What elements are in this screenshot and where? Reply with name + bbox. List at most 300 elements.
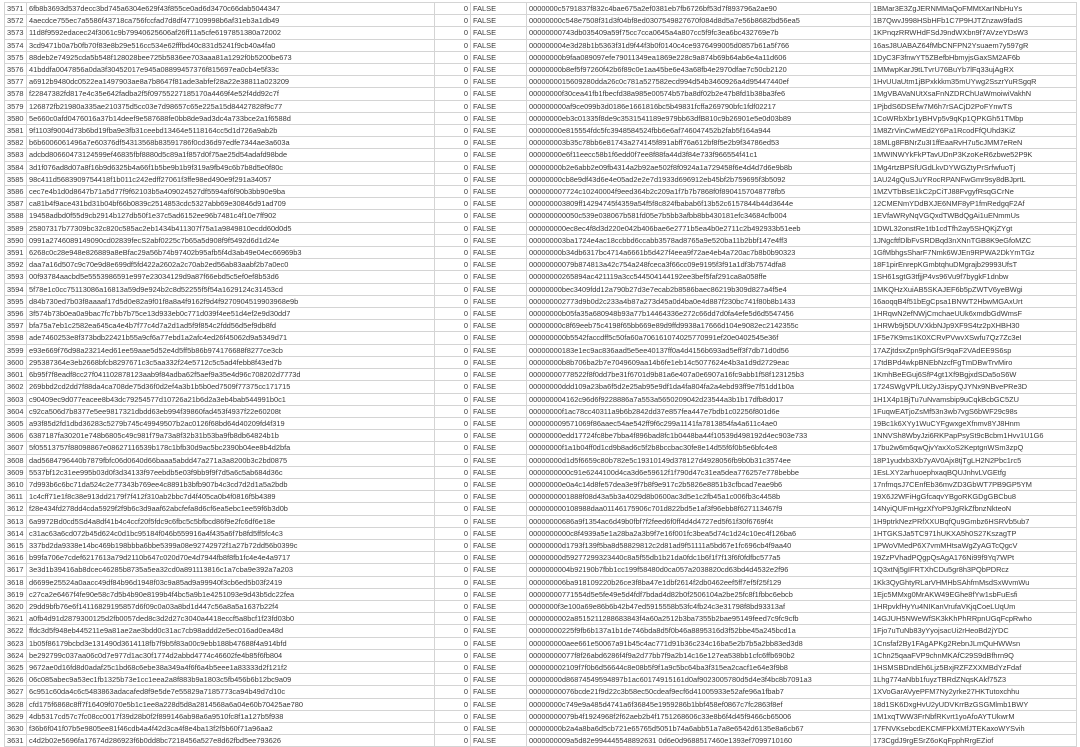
address-cell[interactable]: 1DyC3F3fnwYT5ZBefbHbmyjsGaxSM2AF6b: [871, 51, 1077, 63]
address-cell[interactable]: 18d1SK6DxgHvU2yUDVKrrBzGSGMlmb1BWY: [871, 698, 1077, 710]
value-cell[interactable]: 0: [435, 698, 471, 710]
block-hash-cell[interactable]: 00000000f1ac78cc40311a9b6b2842dd37e857fea447e7bdb1c02256f801d6e: [527, 405, 871, 417]
tx-hash-cell[interactable]: cec7e4b1d0d8647b71a5d77f9f62103b5a409024527df5594af6f90b3bb90e9ba: [27, 186, 435, 198]
table-row[interactable]: [5, 271, 1077, 283]
address-cell[interactable]: 1Chn25qaaFVP9chnMKAfC29S9dBfhrn9Q: [871, 649, 1077, 661]
row-id-cell[interactable]: 3618: [5, 576, 27, 588]
tx-hash-cell[interactable]: cfd175f6868c8ff7f16409f070e5b1c1ee8a228d5d8a2814568a6a04e60b70425ae780: [27, 698, 435, 710]
value-cell[interactable]: 0: [435, 735, 471, 747]
row-id-cell[interactable]: 3624: [5, 649, 27, 661]
flag-cell[interactable]: FALSE: [471, 503, 527, 515]
value-cell[interactable]: 0: [435, 88, 471, 100]
address-cell[interactable]: 17FNVKsebcdEKCMFPkXMfJTEKaxoWYSvih: [871, 722, 1077, 734]
flag-cell[interactable]: FALSE: [471, 259, 527, 271]
row-id-cell[interactable]: 3586: [5, 186, 27, 198]
flag-cell[interactable]: FALSE: [471, 186, 527, 198]
address-cell[interactable]: 1EsLXY2arhuoephxaqBQUJnhvLVGEtfg: [871, 466, 1077, 478]
row-id-cell[interactable]: 3612: [5, 503, 27, 515]
flag-cell[interactable]: FALSE: [471, 149, 527, 161]
address-cell[interactable]: 1XVoGarAVyePFM7Ny2yrke27HKTutoxchhu: [871, 686, 1077, 698]
block-hash-cell[interactable]: 00000000b9faa089097efe79011349ea1869e228c9a874b69b64ab6e4a11d606: [527, 51, 871, 63]
value-cell[interactable]: 0: [435, 27, 471, 39]
value-cell[interactable]: 0: [435, 137, 471, 149]
block-hash-cell[interactable]: 000000003ba1724e4ac18ccbbd6ccabb3578ad8765a9e520ba11b2bbf147e4ff3: [527, 234, 871, 246]
value-cell[interactable]: 0: [435, 491, 471, 503]
table-row[interactable]: [5, 600, 1077, 612]
row-id-cell[interactable]: 3615: [5, 539, 27, 551]
value-cell[interactable]: 0: [435, 222, 471, 234]
block-hash-cell[interactable]: 00000000d59277299323440c8a5f55db1b21da0fdc1b6f1f7f13f6f0fdfbc577a5: [527, 552, 871, 564]
block-hash-cell[interactable]: 00000000e815554fdc5fc3948584524fbb6e6af746047452b2fab5f164a944: [527, 125, 871, 137]
flag-cell[interactable]: FALSE: [471, 674, 527, 686]
value-cell[interactable]: 0: [435, 503, 471, 515]
tx-hash-cell[interactable]: 3d1f076ad8d07a8f16b9d6325b4a66f1b5be9b1b9f319a9fb49c6b7b8d5e0f80c: [27, 161, 435, 173]
address-cell[interactable]: 1MZVTbBsE1kC2pCiTJ88FvgyfRsqGCrNe: [871, 186, 1077, 198]
flag-cell[interactable]: FALSE: [471, 417, 527, 429]
table-row[interactable]: [5, 393, 1077, 405]
row-id-cell[interactable]: 3617: [5, 564, 27, 576]
tx-hash-cell[interactable]: 11d8f9592edacec24f3061c9b79940625606af26ff11a5cfe6197851380a72002: [27, 27, 435, 39]
table-row[interactable]: [5, 112, 1077, 124]
tx-hash-cell[interactable]: 3e3d1b39416ab8dcec46285b8735a5ea32cd0a891113816c1a7cba9e392a7a203: [27, 564, 435, 576]
value-cell[interactable]: 0: [435, 161, 471, 173]
row-id-cell[interactable]: 3611: [5, 491, 27, 503]
value-cell[interactable]: 0: [435, 39, 471, 51]
block-hash-cell[interactable]: 00000000079b4f1924968f2f62aeb2b4f1751268606c33e8b6f4d45f9466cb65006: [527, 710, 871, 722]
row-id-cell[interactable]: 3620: [5, 600, 27, 612]
table-row[interactable]: [5, 332, 1077, 344]
row-id-cell[interactable]: 3571: [5, 3, 27, 15]
table-row[interactable]: [5, 539, 1077, 551]
address-cell[interactable]: 19X6J2WFiHgGfcaqvYBgoRKGDgGBCbu8: [871, 491, 1077, 503]
flag-cell[interactable]: FALSE: [471, 613, 527, 625]
row-id-cell[interactable]: 3582: [5, 137, 27, 149]
value-cell[interactable]: 0: [435, 3, 471, 15]
value-cell[interactable]: 0: [435, 51, 471, 63]
row-id-cell[interactable]: 3616: [5, 552, 27, 564]
block-hash-cell[interactable]: 00000000e6f11eecc58b1f6edd0f7ee8f88fa44d3f84e733f966554f41c1: [527, 149, 871, 161]
block-hash-cell[interactable]: 000000003809ff14294745f4359a54f5f8c824fbabab6f13b52c6157844b44d3644e: [527, 198, 871, 210]
flag-cell[interactable]: FALSE: [471, 405, 527, 417]
table-row[interactable]: [5, 466, 1077, 478]
tx-hash-cell[interactable]: 269bbd2cd2dd7f88da4ca708de75d36f0d2ef4a3b1b5b0ed7509f77375cc171715: [27, 381, 435, 393]
value-cell[interactable]: 0: [435, 369, 471, 381]
flag-cell[interactable]: FALSE: [471, 15, 527, 27]
flag-cell[interactable]: FALSE: [471, 527, 527, 539]
tx-hash-cell[interactable]: b6b6006061496a7e60376df54313568b83591786f0cd36d97edfe7344ae3a603a: [27, 137, 435, 149]
address-cell[interactable]: 18P1yudxb3Xb7yAV0Ajx8tjTgLH2N2Pbc1rc5: [871, 454, 1077, 466]
table-row[interactable]: [5, 149, 1077, 161]
row-id-cell[interactable]: 3631: [5, 735, 27, 747]
tx-hash-cell[interactable]: 295387364e3eb2668bfcb8297671c3c5aa332f24e5712c5c5ad4febb8f43ed7b: [27, 356, 435, 368]
row-id-cell[interactable]: 3581: [5, 125, 27, 137]
tx-hash-cell[interactable]: d84b730ed7b03f8aaaaf17d5d0e82a9f01f8a8a4f9162f9d4f9270904519903968e9b: [27, 295, 435, 307]
address-cell[interactable]: 1B7QwvJ998HSbHFb1C7P9HJTZnzaw9fadS: [871, 15, 1077, 27]
row-id-cell[interactable]: 3622: [5, 625, 27, 637]
table-row[interactable]: [5, 686, 1077, 698]
flag-cell[interactable]: FALSE: [471, 649, 527, 661]
address-cell[interactable]: 1PWoVMedP6X7vmMHtsaWgZyAGTcQgcV: [871, 539, 1077, 551]
block-hash-cell[interactable]: 00000000778522f8f0dd7be31f6701d9b81a6e407a0e6907a16fc9abb1f58f123125b3: [527, 369, 871, 381]
value-cell[interactable]: 0: [435, 356, 471, 368]
block-hash-cell[interactable]: 0000000004b92190b7fbb1cc199f58480d0ca057a2038820cd63bd4d4532e2f96: [527, 564, 871, 576]
flag-cell[interactable]: FALSE: [471, 3, 527, 15]
tx-hash-cell[interactable]: 5f05513757f88098867e08627116539b178c1bfb30d9ac5bc2390b04ee8b4d2bfa: [27, 442, 435, 454]
flag-cell[interactable]: FALSE: [471, 442, 527, 454]
row-id-cell[interactable]: 3580: [5, 112, 27, 124]
address-cell[interactable]: 14NyiQUFmHgzXfYoP9JgRkZfbnzNkteoN: [871, 503, 1077, 515]
block-hash-cell[interactable]: 0000000000c91e6244100d4ca3d6e59612f1f790d47c31ea5dea776257e778bebbe: [527, 466, 871, 478]
address-cell[interactable]: 1AU24gQuSJuYRocRPANFwGmr9sy8dBJprtL: [871, 173, 1077, 185]
address-cell[interactable]: 1MMwpKarJ9tLTvrU76BuYb7lFq33ujAgRX: [871, 64, 1077, 76]
flag-cell[interactable]: FALSE: [471, 125, 527, 137]
table-row[interactable]: [5, 588, 1077, 600]
flag-cell[interactable]: FALSE: [471, 247, 527, 259]
value-cell[interactable]: 0: [435, 173, 471, 185]
value-cell[interactable]: 0: [435, 515, 471, 527]
table-row[interactable]: [5, 88, 1077, 100]
block-hash-cell[interactable]: 000000000050c539e038067b581fd05e7b5bb3afbb8bb430181efc34684cfb004: [527, 210, 871, 222]
address-cell[interactable]: 1Mg4rtzBPSfUGdLkvDYWGZtyPrSrfwfuoTj: [871, 161, 1077, 173]
value-cell[interactable]: 0: [435, 552, 471, 564]
address-cell[interactable]: 1HTGKSJa5TC971hUKXA5h0S27KszagTP: [871, 527, 1077, 539]
value-cell[interactable]: 0: [435, 686, 471, 698]
value-cell[interactable]: 0: [435, 112, 471, 124]
table-row[interactable]: [5, 51, 1077, 63]
block-hash-cell[interactable]: 00000000743db035409a59f75cc7cca0645a4a807cc5f9fc3ea6bc432769e7b: [527, 27, 871, 39]
tx-hash-cell[interactable]: 6a9972Bd0cd5Sd4a8df41b4c4ccf20f5fdc9c6fbc5c5bfbcd86f9e2fc6df6e18e: [27, 515, 435, 527]
tx-hash-cell[interactable]: 6268c0c28e948e826889a8eBfac29a56b74b97402b95afb5f4d3ab49e04ec66969b3: [27, 247, 435, 259]
table-row[interactable]: [5, 613, 1077, 625]
tx-hash-cell[interactable]: f28e434fd278dd4cda5929f2f9b6c3d9aaf62abcfefa8d6cf6ea5ebc1ee59f6b3d0b: [27, 503, 435, 515]
value-cell[interactable]: 0: [435, 198, 471, 210]
address-cell[interactable]: 1724SWgVPfLUt2yJ3ispyQJYNx9NBvePRe3D: [871, 381, 1077, 393]
row-id-cell[interactable]: 3576: [5, 64, 27, 76]
flag-cell[interactable]: FALSE: [471, 234, 527, 246]
row-id-cell[interactable]: 3587: [5, 198, 27, 210]
tx-hash-cell[interactable]: 337bd2da9338e14bc469b198bbba6bbe5399a08e92742972f1a27b72dd56b0399c: [27, 539, 435, 551]
table-row[interactable]: [5, 369, 1077, 381]
row-id-cell[interactable]: 3623: [5, 637, 27, 649]
table-row[interactable]: [5, 3, 1077, 15]
row-id-cell[interactable]: 3609: [5, 466, 27, 478]
flag-cell[interactable]: FALSE: [471, 161, 527, 173]
row-id-cell[interactable]: 3593: [5, 271, 27, 283]
value-cell[interactable]: 0: [435, 381, 471, 393]
address-cell[interactable]: 17nfmqsJ7CEnfEb36mvZD3GbWT7PB9GP5YM: [871, 478, 1077, 490]
flag-cell[interactable]: FALSE: [471, 76, 527, 88]
value-cell[interactable]: 0: [435, 600, 471, 612]
value-cell[interactable]: 0: [435, 722, 471, 734]
tx-hash-cell[interactable]: ca81b4f9ace431bd31b04bf66b0839c2514853cdc5327abb69e30846d91ad709: [27, 198, 435, 210]
row-id-cell[interactable]: 3600: [5, 356, 27, 368]
address-cell[interactable]: 1Q3xtNj5gIFRTXhCDu5gr8h3PQbPDRcz: [871, 564, 1077, 576]
block-hash-cell[interactable]: 00000000b34db6317bc4714a6661b5d427f4eea9f72ae4eb4a720ac7b8b0b90323: [527, 247, 871, 259]
row-id-cell[interactable]: 3575: [5, 51, 27, 63]
tx-hash-cell[interactable]: 00f93784aacbd5e5553986591e997e23034129d9a87f66ebd5c5ef0ef8b53d6: [27, 271, 435, 283]
table-row[interactable]: [5, 308, 1077, 320]
value-cell[interactable]: 0: [435, 308, 471, 320]
address-cell[interactable]: 1HRpvkfHyYu4NIKanVrufaVKjqCoeLUqUm: [871, 600, 1077, 612]
row-id-cell[interactable]: 3573: [5, 27, 27, 39]
flag-cell[interactable]: FALSE: [471, 552, 527, 564]
table-row[interactable]: [5, 64, 1077, 76]
value-cell[interactable]: 0: [435, 332, 471, 344]
row-id-cell[interactable]: 3595: [5, 295, 27, 307]
table-row[interactable]: [5, 625, 1077, 637]
address-cell[interactable]: 1CoWRbXbr1yBHVp5v9qKp1QPKGh51TMbp: [871, 112, 1077, 124]
tx-hash-cell[interactable]: 0991a2746089149090cd02839fecS2abf0225c7b65a5d908f9f5492d6d1d24e: [27, 234, 435, 246]
value-cell[interactable]: 0: [435, 210, 471, 222]
flag-cell[interactable]: FALSE: [471, 393, 527, 405]
flag-cell[interactable]: FALSE: [471, 295, 527, 307]
address-cell[interactable]: 19Bc1k6XYy1WuCYFgwxgeXfnmv8YJ8Hnm: [871, 417, 1077, 429]
row-id-cell[interactable]: 3594: [5, 283, 27, 295]
block-hash-cell[interactable]: 00000000183e1ec9ac836aad5e5ee40137ff0a4d4156b693ad5eff3f7db71d0d56: [527, 344, 871, 356]
tx-hash-cell[interactable]: ade7460253e8f373bdb22421b55a9cf6a77ebd1a2afc4ed26f45062d9a5349d71: [27, 332, 435, 344]
table-row[interactable]: [5, 27, 1077, 39]
block-hash-cell[interactable]: 000000003b35c78bb6e81743a274145f891abff76a612bf8f5e2b9f34786ed53: [527, 137, 871, 149]
table-row[interactable]: [5, 661, 1077, 673]
block-hash-cell[interactable]: 0000000001888f08d43a5b3a4029d8b0600ac3d5e1c2fb45a1c006fb3c4458b: [527, 491, 871, 503]
value-cell[interactable]: 0: [435, 454, 471, 466]
tx-hash-cell[interactable]: ffdc3d5f948eb445211e9a81ae2ae3bdd0c31ac7cb98addd2e5ec016ad0ea48d: [27, 625, 435, 637]
flag-cell[interactable]: FALSE: [471, 491, 527, 503]
row-id-cell[interactable]: 3577: [5, 76, 27, 88]
address-cell[interactable]: 16aoqqB4f51bEgCpsa1BNWT2HbwMGAxUrt: [871, 295, 1077, 307]
tx-hash-cell[interactable]: dad5684796440b7879fbfc06d0640d66baaa5abdd47a271a3a8200b3c2bd0875: [27, 454, 435, 466]
address-cell[interactable]: 1HRWb9j5DUVXkbNJp9XF9S4tz2pXHBH30: [871, 320, 1077, 332]
address-cell[interactable]: 18F1pirEnrepKGmbtqhuDMgrajb29993UfsT: [871, 259, 1077, 271]
address-cell[interactable]: 1Fjo7uTuNb83yYyojsacUi2rHeoBd2jYDC: [871, 625, 1077, 637]
address-cell[interactable]: 173CgdJ9rgESrZ6oKqFpphRrgEZiof: [871, 735, 1077, 747]
value-cell[interactable]: 0: [435, 661, 471, 673]
table-row[interactable]: [5, 125, 1077, 137]
tx-hash-cell[interactable]: d6699e25524a0aacc49df84b96d1948f03c9a85ad9a99940f3cb6ed5b03f2419: [27, 576, 435, 588]
tx-hash-cell[interactable]: 9f1103f9004d73b6bd19fba9e3fb31ceebd13464e5118164cc5d1d726a9ab2b: [27, 125, 435, 137]
table-row[interactable]: [5, 222, 1077, 234]
row-id-cell[interactable]: 3589: [5, 222, 27, 234]
flag-cell[interactable]: FALSE: [471, 478, 527, 490]
block-hash-cell[interactable]: 00000000f1a1b04ff0d1cd9b8ad6c5f2b8bccbac30fe8e14d55f6f0b5e6bfc4e8: [527, 442, 871, 454]
value-cell[interactable]: 0: [435, 466, 471, 478]
block-hash-cell[interactable]: 000000002773d9b0d2c233a4b87a273d45a0d4ba0e4d887f230bc741f80b8b1433: [527, 295, 871, 307]
table-row[interactable]: [5, 283, 1077, 295]
row-id-cell[interactable]: 3621: [5, 613, 27, 625]
value-cell[interactable]: 0: [435, 710, 471, 722]
block-hash-cell[interactable]: 00000000b05fa35a680948b93a77b14464336e272c66dd7d0fa4efe5d6d5547456: [527, 308, 871, 320]
value-cell[interactable]: 0: [435, 539, 471, 551]
tx-hash-cell[interactable]: be292799c037aa06c0d7e977d1ac30f1774d2abbd4774c46602fe4b85f6fb804: [27, 649, 435, 661]
row-id-cell[interactable]: 3597: [5, 320, 27, 332]
block-hash-cell[interactable]: 000000004162c96d6f9228886a7a553a5650209042d23544a3b1b17dfb8d017: [527, 393, 871, 405]
table-row[interactable]: [5, 649, 1077, 661]
flag-cell[interactable]: FALSE: [471, 539, 527, 551]
table-row[interactable]: [5, 735, 1077, 747]
tx-hash-cell[interactable]: bfa75a7eb1c2582ea645ca4e4b7f77c4d7a2d1ad5f9f854c2fdd56d5ef9db8fd: [27, 320, 435, 332]
tx-hash-cell[interactable]: c92ca506d7b8377e5ee9817321dbdd63eb994f39860fad453f4937f22e60208t: [27, 405, 435, 417]
block-hash-cell[interactable]: 000000007724c10240004f9eed364b2c209a1f7b7b7868f0f8904157048778fb5: [527, 186, 871, 198]
address-cell[interactable]: 1Cnsfaf2By1FAgAPKg2RebnJLmQuHWWsn: [871, 637, 1077, 649]
value-cell[interactable]: 0: [435, 637, 471, 649]
row-id-cell[interactable]: 3585: [5, 173, 27, 185]
table-row[interactable]: [5, 417, 1077, 429]
flag-cell[interactable]: FALSE: [471, 722, 527, 734]
tx-hash-cell[interactable]: 1c4cff71e1f8c38e913dd2179f7f412f310ab2bbc7d4f405ca0b4f0816f5b4389: [27, 491, 435, 503]
block-hash-cell[interactable]: 00000000b8b706ba2b7e7049609aa14b6fe1eb14c5077624e4b3a1d9d2729eac: [527, 356, 871, 368]
block-hash-cell[interactable]: 00000000686a9f1354ac6d49b0fbf7f2feed6f0ff4d4d4727ed5f61f30f6769f4t: [527, 515, 871, 527]
value-cell[interactable]: 0: [435, 247, 471, 259]
address-cell[interactable]: 1M1xqTWW3FrNbfRKvrt1yoAfoAYTUkwrM: [871, 710, 1077, 722]
row-id-cell[interactable]: 3625: [5, 661, 27, 673]
flag-cell[interactable]: FALSE: [471, 686, 527, 698]
row-id-cell[interactable]: 3602: [5, 381, 27, 393]
block-hash-cell[interactable]: 0000000c5791837f832c4bae675a2ef0381eb7fb6726bf53d7f893796a2ae90: [527, 3, 871, 15]
table-row[interactable]: [5, 442, 1077, 454]
address-cell[interactable]: 16asJ8UABAZ64fMbCNFPN2Ysuaem7y597gR: [871, 39, 1077, 51]
block-hash-cell[interactable]: 000000000af9ce099b3d0186e1661816bc5b49831fcffa269790bfc1fdf02217: [527, 100, 871, 112]
address-cell[interactable]: 1BMar3E3ZgJERNMMaQoFMMtXarINbHuYs: [871, 3, 1077, 15]
tx-hash-cell[interactable]: 4db5317cd57c7fc08cc0017f39d28b0f2f899146ab98a6a9510fc8f1a127b5f938: [27, 710, 435, 722]
address-cell[interactable]: 19ZzPVhadPQgpQsAgA176Ni99f9Yq7WPt: [871, 552, 1077, 564]
row-id-cell[interactable]: 3613: [5, 515, 27, 527]
block-hash-cell[interactable]: 00000000c8f69eeb75c4198f65bb669e89d9ffd9938a17666d104e9082ec2142355c: [527, 320, 871, 332]
tx-hash-cell[interactable]: c90409ec9d077eacee8b43dc79254577d10726a21b6d2a3eb4bab544991b0c1: [27, 393, 435, 405]
table-row[interactable]: [5, 552, 1077, 564]
address-cell[interactable]: 1SH61sgtG3tfjjP4vs96Vu9f7bygkF1dnbw: [871, 271, 1077, 283]
address-cell[interactable]: 17AZjtdsxZpn9phGfSr9qaF2VAdEE9S6sp: [871, 344, 1077, 356]
value-cell[interactable]: 0: [435, 613, 471, 625]
tx-hash-cell[interactable]: 5537bf12c31ee995b03d0f3d34133f97eebdb5e03f9bb9f9f7d5a6c5ab684d36c: [27, 466, 435, 478]
table-row[interactable]: [5, 381, 1077, 393]
table-row[interactable]: [5, 210, 1077, 222]
block-hash-cell[interactable]: 00000000bec3409fdd12a790b27d3e7ecab2b8586baec86219b309d827a4f5e4: [527, 283, 871, 295]
flag-cell[interactable]: FALSE: [471, 283, 527, 295]
row-id-cell[interactable]: 3598: [5, 332, 27, 344]
flag-cell[interactable]: FALSE: [471, 637, 527, 649]
address-cell[interactable]: 1EVfaWRyNqVGQxdTWBdQgAi1uENmmUs: [871, 210, 1077, 222]
row-id-cell[interactable]: 3590: [5, 234, 27, 246]
value-cell[interactable]: 0: [435, 478, 471, 490]
row-id-cell[interactable]: 3627: [5, 686, 27, 698]
block-hash-cell[interactable]: 0000000002a8515211288683843f4a60a2512b3ba7355b2bae95149feed7c9fc9cfb: [527, 613, 871, 625]
tx-hash-cell[interactable]: c31ac63a6cd072b45d624c0d1bc95184f046b559916a4f435a6f7b8fd5ff5fc4c3: [27, 527, 435, 539]
row-id-cell[interactable]: 3606: [5, 430, 27, 442]
address-cell[interactable]: 1HRqwN2efNWjCmchaeUUk6xmdbGdWmsF: [871, 308, 1077, 320]
address-cell[interactable]: 1Ejc5MMxg0MrAKW49EGhe8fYw1sbFuEsfi: [871, 588, 1077, 600]
table-row[interactable]: [5, 722, 1077, 734]
block-hash-cell[interactable]: 000000000aee661e50067a91b45c4ac771d91b36c234c16ba5e2b7b5a2bb83ed3d8: [527, 637, 871, 649]
value-cell[interactable]: 0: [435, 100, 471, 112]
block-hash-cell[interactable]: 00000000ddd109a23ba6f5d2e25ab95e9df1da4fa804fa2a4ebd93ff9e7f51dd1b0a: [527, 381, 871, 393]
tx-hash-cell[interactable]: 6c951c60da4c6c5483863adacafed8f9e5de7e55829a7185773ca94b49d7d10c: [27, 686, 435, 698]
block-hash-cell[interactable]: 00000000077f8f26abd6286f4f9a2d77bb7f9a2b14c16e127ea538bb1cfc6ffb690b2: [527, 649, 871, 661]
block-hash-cell[interactable]: 0000000009a5d82e994445548892631 0d6e0d9688517460e1393ef7099710160: [527, 735, 871, 747]
row-id-cell[interactable]: 3574: [5, 39, 27, 51]
block-hash-cell[interactable]: 000000009571069f86aaec54ae542ff9f6c299a1141fa7813854fa4a611c4ae0: [527, 417, 871, 429]
flag-cell[interactable]: FALSE: [471, 466, 527, 478]
address-cell[interactable]: 1KmhBeEGuj6SfP4gt1Xf9BgjxdSDa5oS6W: [871, 369, 1077, 381]
address-cell[interactable]: 1Lhg774aNbb1fuyzTBRdZNqsKAkf75Z3: [871, 674, 1077, 686]
row-id-cell[interactable]: 3596: [5, 308, 27, 320]
table-row[interactable]: [5, 186, 1077, 198]
tx-hash-cell[interactable]: 7d993b6c6bc71da524c2e77343b769ee4c8891b3bfb907b4c3cd7d2d1a5a2bdb: [27, 478, 435, 490]
tx-hash-cell[interactable]: 1b05f86179bcbd3e131490d3614118fb7f9b5f83a00c9ebb188b47688f4a914bfd: [27, 637, 435, 649]
table-row[interactable]: [5, 39, 1077, 51]
table-row[interactable]: [5, 454, 1077, 466]
tx-hash-cell[interactable]: 4aecdce755ec7a5586f43718ca756fccfad7d8df477109998b6af31eb3a1db49: [27, 15, 435, 27]
block-hash-cell[interactable]: 0000000015609280dda26c0c781a527582ecd994d54b3460926a4d95447440ef: [527, 76, 871, 88]
block-hash-cell[interactable]: 000000000ec8ec4f8d3d220e042b406bae6e2771b5ea4b0e2711c2b492933b51eeb: [527, 222, 871, 234]
table-row[interactable]: [5, 15, 1077, 27]
block-hash-cell[interactable]: 0000000000c8f4939a5e1a28ba2a3b9f7e16f001fc3bea5d74c1d24c10ec4f126ba6: [527, 527, 871, 539]
tx-hash-cell[interactable]: 3f574b73b0ea0a9bac7fc7bb7b75ce13d933eb0c771d039f4ee51d4ef2e9d30dd7: [27, 308, 435, 320]
row-id-cell[interactable]: 3592: [5, 259, 27, 271]
flag-cell[interactable]: FALSE: [471, 100, 527, 112]
value-cell[interactable]: 0: [435, 76, 471, 88]
value-cell[interactable]: 0: [435, 64, 471, 76]
value-cell[interactable]: 0: [435, 15, 471, 27]
flag-cell[interactable]: FALSE: [471, 661, 527, 673]
flag-cell[interactable]: FALSE: [471, 210, 527, 222]
table-row[interactable]: [5, 198, 1077, 210]
table-row[interactable]: [5, 503, 1077, 515]
address-cell[interactable]: 1HSMSBDndEh6Ljz5BxjRZFZXXMBdYzFdaf: [871, 661, 1077, 673]
table-row[interactable]: [5, 405, 1077, 417]
address-cell[interactable]: 1M8ZrVinCwMEd2Y6Pa1RcodFfQUhd3KiZ: [871, 125, 1077, 137]
flag-cell[interactable]: FALSE: [471, 112, 527, 124]
table-row[interactable]: [5, 344, 1077, 356]
table-row[interactable]: [5, 76, 1077, 88]
block-hash-cell[interactable]: 00000000b2a4a8ba6d5cb721e65765d5051b74a6abb51a7a8e6542d6135e8a6cb67: [527, 722, 871, 734]
row-id-cell[interactable]: 3605: [5, 417, 27, 429]
table-row[interactable]: [5, 637, 1077, 649]
tx-hash-cell[interactable]: 5e660c0afd0476016a37b14deef9e587688fe0bb8de9ad3dc4a733bce2a1f6588d: [27, 112, 435, 124]
tx-hash-cell[interactable]: 19458adbd0f55d9cb2914b127db50f1e37c5ad6152ee96b7481c4f10e7ff902: [27, 210, 435, 222]
table-row[interactable]: [5, 674, 1077, 686]
flag-cell[interactable]: FALSE: [471, 198, 527, 210]
table-row[interactable]: [5, 564, 1077, 576]
block-hash-cell[interactable]: 00000000c749e9a485d4741a6f36845e1959286b1bbf458ef0867c7fc2863f8ef: [527, 698, 871, 710]
block-hash-cell[interactable]: 00000000771554d5e5fe49e5d4fdf7bdad4d82b0f2506104a2be25fc8f1fbbc6ebcb: [527, 588, 871, 600]
block-hash-cell[interactable]: 00000000c548e7508f31d3f04bf8ed0307549827670f084d8d5a7e56b8682bd56ea5: [527, 15, 871, 27]
flag-cell[interactable]: FALSE: [471, 344, 527, 356]
table-row[interactable]: [5, 234, 1077, 246]
flag-cell[interactable]: FALSE: [471, 320, 527, 332]
address-cell[interactable]: 1MWINWYkFkPTavUDnP3KzoKeR6zbwe52P9K: [871, 149, 1077, 161]
block-hash-cell[interactable]: 00000000076bcde21f9d22c3b58ec50cdeaf9ecf6d41005933e52afe96a1fbab7: [527, 686, 871, 698]
flag-cell[interactable]: FALSE: [471, 173, 527, 185]
table-row[interactable]: [5, 247, 1077, 259]
value-cell[interactable]: 0: [435, 149, 471, 161]
block-hash-cell[interactable]: 000000000108988daa01146175906c701d822bd5e1af3f96ebb8f627113467f9: [527, 503, 871, 515]
value-cell[interactable]: 0: [435, 259, 471, 271]
flag-cell[interactable]: FALSE: [471, 600, 527, 612]
block-hash-cell[interactable]: 000000006ba918109220b26ce3f8ba47e1dbf2614f2db0462eef5ff7ef5f25f129: [527, 576, 871, 588]
flag-cell[interactable]: FALSE: [471, 698, 527, 710]
table-row[interactable]: [5, 356, 1077, 368]
tx-hash-cell[interactable]: c27ca2e6467f4fe90e58c7d5b4b90e8199b4f4bc5a9b1e4251093e9d43b5dc22fea: [27, 588, 435, 600]
row-id-cell[interactable]: 3578: [5, 88, 27, 100]
table-row[interactable]: [5, 259, 1077, 271]
value-cell[interactable]: 0: [435, 405, 471, 417]
row-id-cell[interactable]: 3588: [5, 210, 27, 222]
block-hash-cell[interactable]: 00000000265894ac421119a3cc544504144192ee3bef5faf291ca8a058ffe: [527, 271, 871, 283]
flag-cell[interactable]: FALSE: [471, 137, 527, 149]
block-hash-cell[interactable]: 0000000f3e100a69e86b6b42b47ed5915558b53fc4fb24c3e31798f8bd93313af: [527, 600, 871, 612]
row-id-cell[interactable]: 3610: [5, 478, 27, 490]
table-row[interactable]: [5, 295, 1077, 307]
